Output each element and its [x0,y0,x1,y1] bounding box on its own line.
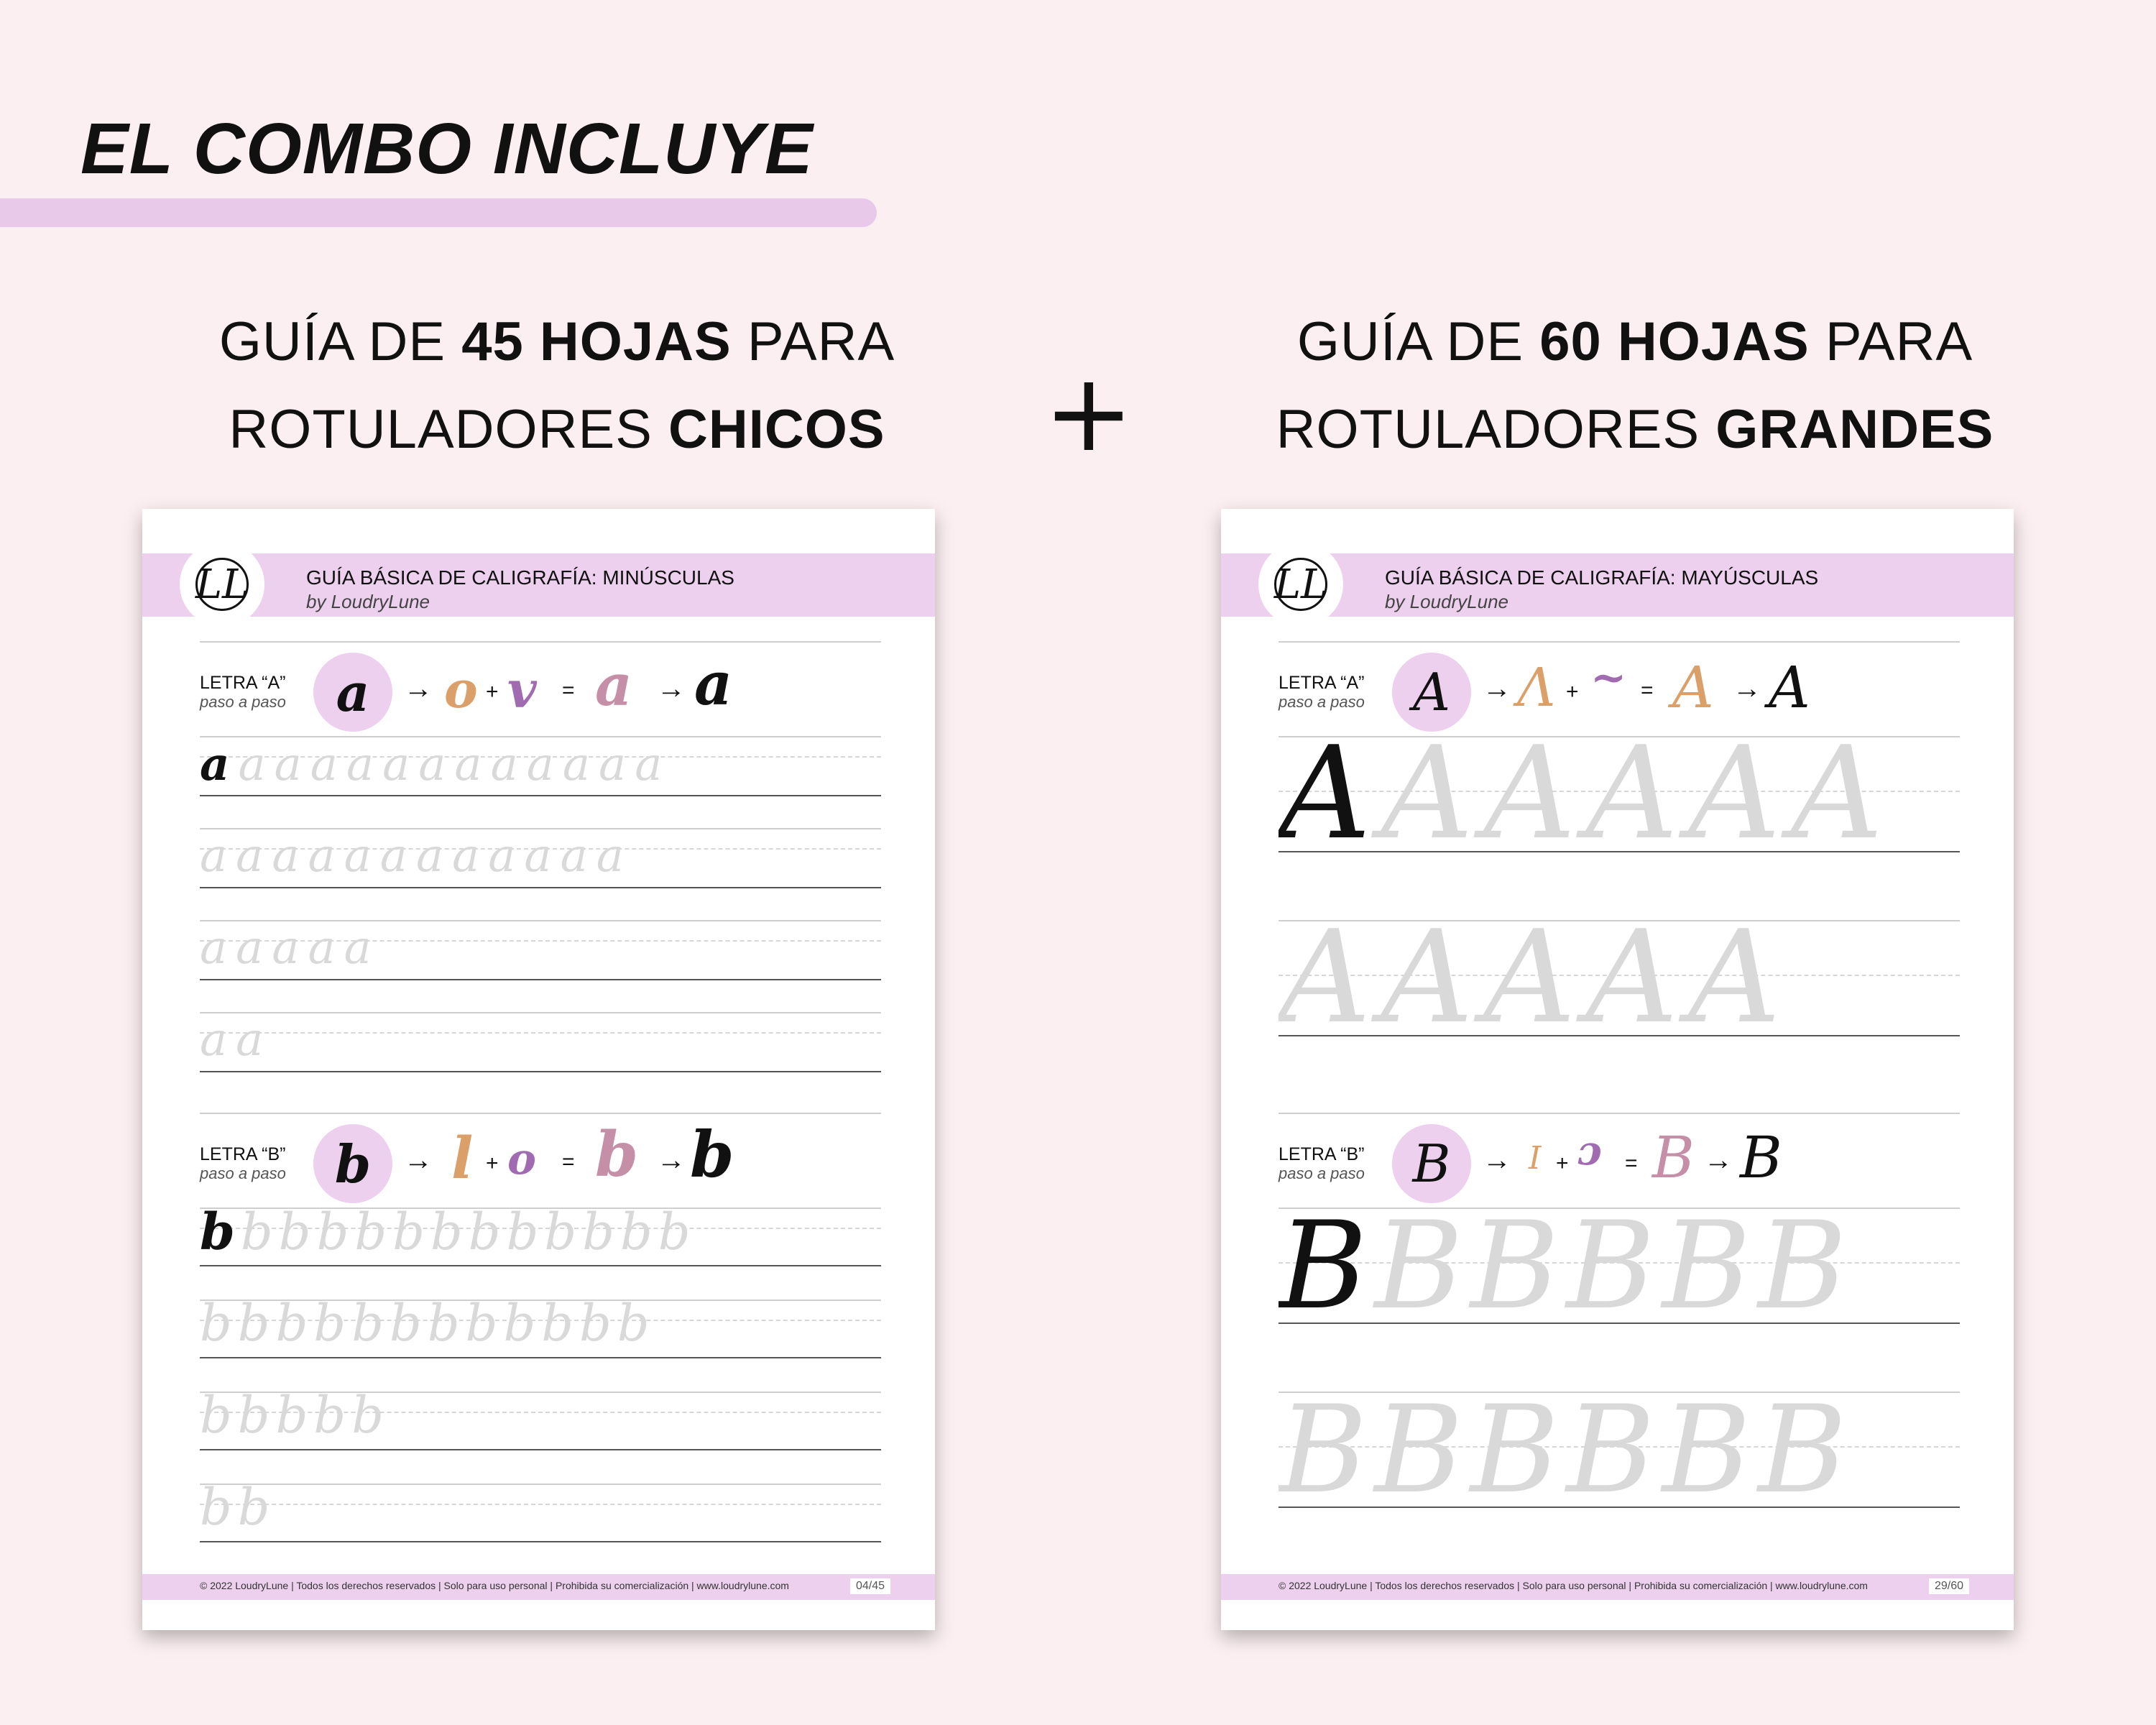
letter-B-sub: paso a paso [1279,1164,1365,1182]
stroke-step-2: ɔ [1577,1127,1603,1174]
left-heading [144,298,970,474]
baseline [200,795,881,796]
letter-a-final: a [694,650,733,719]
practice-row-b3: bbbbb [200,1386,390,1445]
letter-b-label: LETRA “B” [200,1144,286,1164]
baseline [200,1265,881,1266]
baseline [200,1541,881,1542]
equals-op: = [1625,1151,1638,1175]
stroke-step-2: ~ [1590,653,1627,703]
arrow-icon: → [657,673,686,704]
right-heading [1222,298,2048,474]
letter-B-circle: B [1392,1124,1471,1203]
stroke-step-1: o [444,660,478,719]
page-number: 29/60 [1929,1578,1969,1594]
brand-logo-icon: LL [180,542,264,627]
practice-row-B1: BBBBBB [1279,1197,1854,1334]
letter-B-label: LETRA “B” [1279,1144,1365,1164]
plus-op: + [486,680,499,704]
page-footer-text: © 2022 LoudryLune | Todos los derechos reservados | Solo para uso personal | Prohibida su comercialización | www.loudrylune.com [200,1580,789,1591]
right-worksheet-page [1221,509,2014,1630]
right-heading-pre: GUÍA DE [1296,311,1540,372]
baseline [1279,1035,1960,1036]
letter-b-colored: b [595,1118,639,1191]
left-heading-bold: 45 HOJAS [461,311,732,372]
right-heading2-pre: ROTULADORES [1276,399,1716,460]
baseline [200,1071,881,1072]
stroke-step-1: l [451,1124,474,1192]
practice-row-b4: bb [200,1478,276,1537]
letter-b-circle: b [313,1124,392,1203]
baseline [200,979,881,980]
left-heading2-bold: CHICOS [668,399,885,460]
baseline [200,1357,881,1358]
baseline [1279,851,1960,852]
stroke-step-2: o [507,1134,537,1184]
letter-A-circle: A [1392,653,1471,732]
practice-row-a2: aaaaaaaaaaaa [200,829,632,883]
letter-a-circle: a [313,653,392,732]
divider-line [1279,1113,1960,1114]
practice-row-B2: BBBBBB [1279,1381,1854,1518]
page-header-author: by LoudryLune [306,591,430,612]
letter-A-final: A [1769,654,1810,721]
left-heading-post: PARA [731,311,895,372]
arrow-icon: → [1733,673,1761,704]
arrow-icon: → [404,1144,433,1176]
divider-line [200,641,881,643]
arrow-icon: → [1704,1144,1733,1176]
letter-B-colored: B [1652,1124,1695,1191]
plus-op: + [1556,1151,1569,1175]
page-header-title: GUÍA BÁSICA DE CALIGRAFÍA: MAYÚSCULAS [1385,566,1819,589]
letter-A-sub: paso a paso [1279,693,1365,711]
page-footer-text: © 2022 LoudryLune | Todos los derechos reservados | Solo para uso personal | Prohibida su comercialización | www.loudrylune.com [1279,1580,1868,1591]
stroke-step-2: v [507,660,537,719]
left-worksheet-page [142,509,935,1630]
practice-row-b2: bbbbbbbbbbbb [200,1294,655,1353]
practice-row-a1: aaaaaaaaaaaaa [200,737,671,791]
letter-b-sub: paso a paso [200,1164,286,1182]
practice-row-A1: AAAAAA [1279,722,1894,865]
divider-line [1279,641,1960,643]
right-heading-post: PARA [1809,311,1973,372]
letter-b-final: b [690,1117,734,1192]
arrow-icon: → [404,673,433,704]
letter-A-label: LETRA “A” [1279,673,1365,693]
baseline [200,1449,881,1450]
page-header-title: GUÍA BÁSICA DE CALIGRAFÍA: MINÚSCULAS [306,566,734,589]
practice-row-b1: bbbbbbbbbbbbb [200,1202,696,1261]
brand-logo-icon: LL [1258,542,1343,627]
stroke-step-1: I [1529,1140,1542,1177]
plus-icon: + [1044,351,1134,476]
arrow-icon: → [1483,673,1511,704]
letter-a-sub: paso a paso [200,693,286,711]
main-title: EL COMBO INCLUYE [80,109,814,189]
right-heading2-bold: GRANDES [1715,399,1994,460]
equals-op: = [562,1150,575,1174]
divider-line [200,1113,881,1114]
left-heading-pre: GUÍA DE [218,311,462,372]
page-number: 04/45 [850,1578,890,1594]
practice-row-a3: aaaaa [200,921,380,975]
letter-A-colored: A [1672,654,1714,721]
practice-row-a4: aa [200,1013,272,1067]
arrow-icon: → [1483,1144,1511,1176]
baseline [1279,1506,1960,1508]
letter-a-label: LETRA “A” [200,673,286,693]
page-header-author: by LoudryLune [1385,591,1509,612]
plus-op: + [486,1151,499,1175]
letter-a-colored: a [595,651,632,719]
baseline [200,887,881,888]
arrow-icon: → [657,1144,686,1176]
practice-row-A2: AAAAA [1279,906,1791,1049]
left-heading2-pre: ROTULADORES [229,399,669,460]
letter-B-final: B [1740,1124,1782,1191]
baseline [1279,1322,1960,1324]
plus-op: + [1566,680,1579,704]
equals-op: = [1641,678,1654,702]
title-underline-bar [0,198,877,227]
stroke-step-1: Λ [1517,657,1556,719]
equals-op: = [562,678,575,702]
right-heading-bold: 60 HOJAS [1539,311,1810,372]
